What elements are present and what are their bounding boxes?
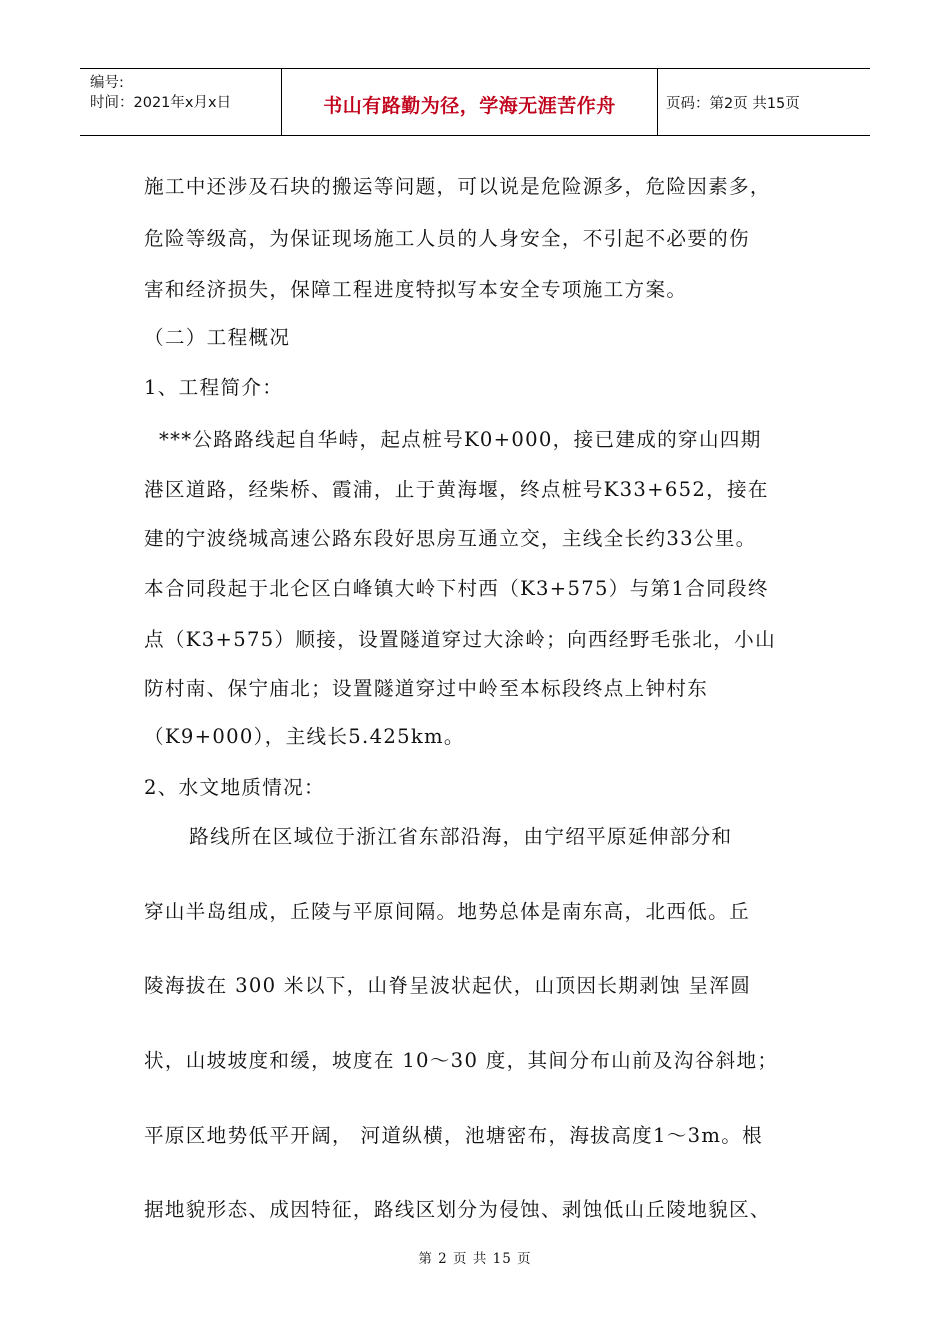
body-line: 状，山坡坡度和缓，坡度在 10～30 度，其间分布山前及沟谷斜地； — [144, 1049, 779, 1072]
header-meta — [80, 69, 282, 135]
body-line: （K9+000），主线长5.425km。 — [144, 725, 465, 748]
body-line: 路线所在区域位于浙江省东部沿海，由宁绍平原延伸部分和 — [144, 825, 733, 848]
document-number-label: 编号: — [90, 75, 124, 91]
subsection-heading: 2、水文地质情况： — [144, 776, 325, 799]
body-line: 防村南、保宁庙北；设置隧道穿过中岭至本标段终点上钟村东 — [144, 677, 709, 700]
body-line: 施工中还涉及石块的搬运等问题，可以说是危险源多，危险因素多， — [144, 175, 771, 198]
section-heading: （二）工程概况 — [144, 326, 291, 349]
body-line: 本合同段起于北仑区白峰镇大岭下村西（K3+575）与第1合同段终 — [144, 577, 769, 600]
header-motto: 书山有路勤为径，学海无涯苦作舟 — [282, 69, 658, 135]
body-line: ***公路路线起自华峙，起点桩号K0+000，接已建成的穿山四期 — [144, 428, 762, 451]
subsection-heading: 1、工程简介： — [144, 376, 284, 399]
page-footer: 第 2 页 共 15 页 — [418, 1251, 532, 1267]
body-line: 穿山半岛组成，丘陵与平原间隔。地势总体是南东高，北西低。丘 — [144, 900, 750, 923]
body-line: 平原区地势低平开阔， 河道纵横，池塘密布，海拔高度1～3m。根 — [144, 1124, 764, 1147]
document-date: 时间：2021年x月x日 — [90, 95, 232, 111]
body-line: 建的宁波绕城高速公路东段好思房互通立交，主线全长约33公里。 — [144, 527, 757, 550]
page-header — [80, 68, 870, 136]
body-line: 危险等级高，为保证现场施工人员的人身安全，不引起不必要的伤 — [144, 227, 750, 250]
body-line: 港区道路，经柴桥、霞浦，止于黄海堰，终点桩号K33+652，接在 — [144, 478, 769, 501]
body-line: 据地貌形态、成因特征，路线区划分为侵蚀、剥蚀低山丘陵地貌区、 — [144, 1198, 771, 1221]
body-line: 害和经济损失，保障工程进度特拟写本安全专项施工方案。 — [144, 278, 688, 301]
body-line: 点（K3+575）顺接，设置隧道穿过大涂岭；向西经野毛张北，小山 — [144, 628, 776, 651]
header-page-info: 页码：第2页 共15页 — [666, 95, 800, 112]
body-line: 陵海拔在 300 米以下，山脊呈波状起伏，山顶因长期剥蚀 呈浑圆 — [144, 974, 752, 997]
